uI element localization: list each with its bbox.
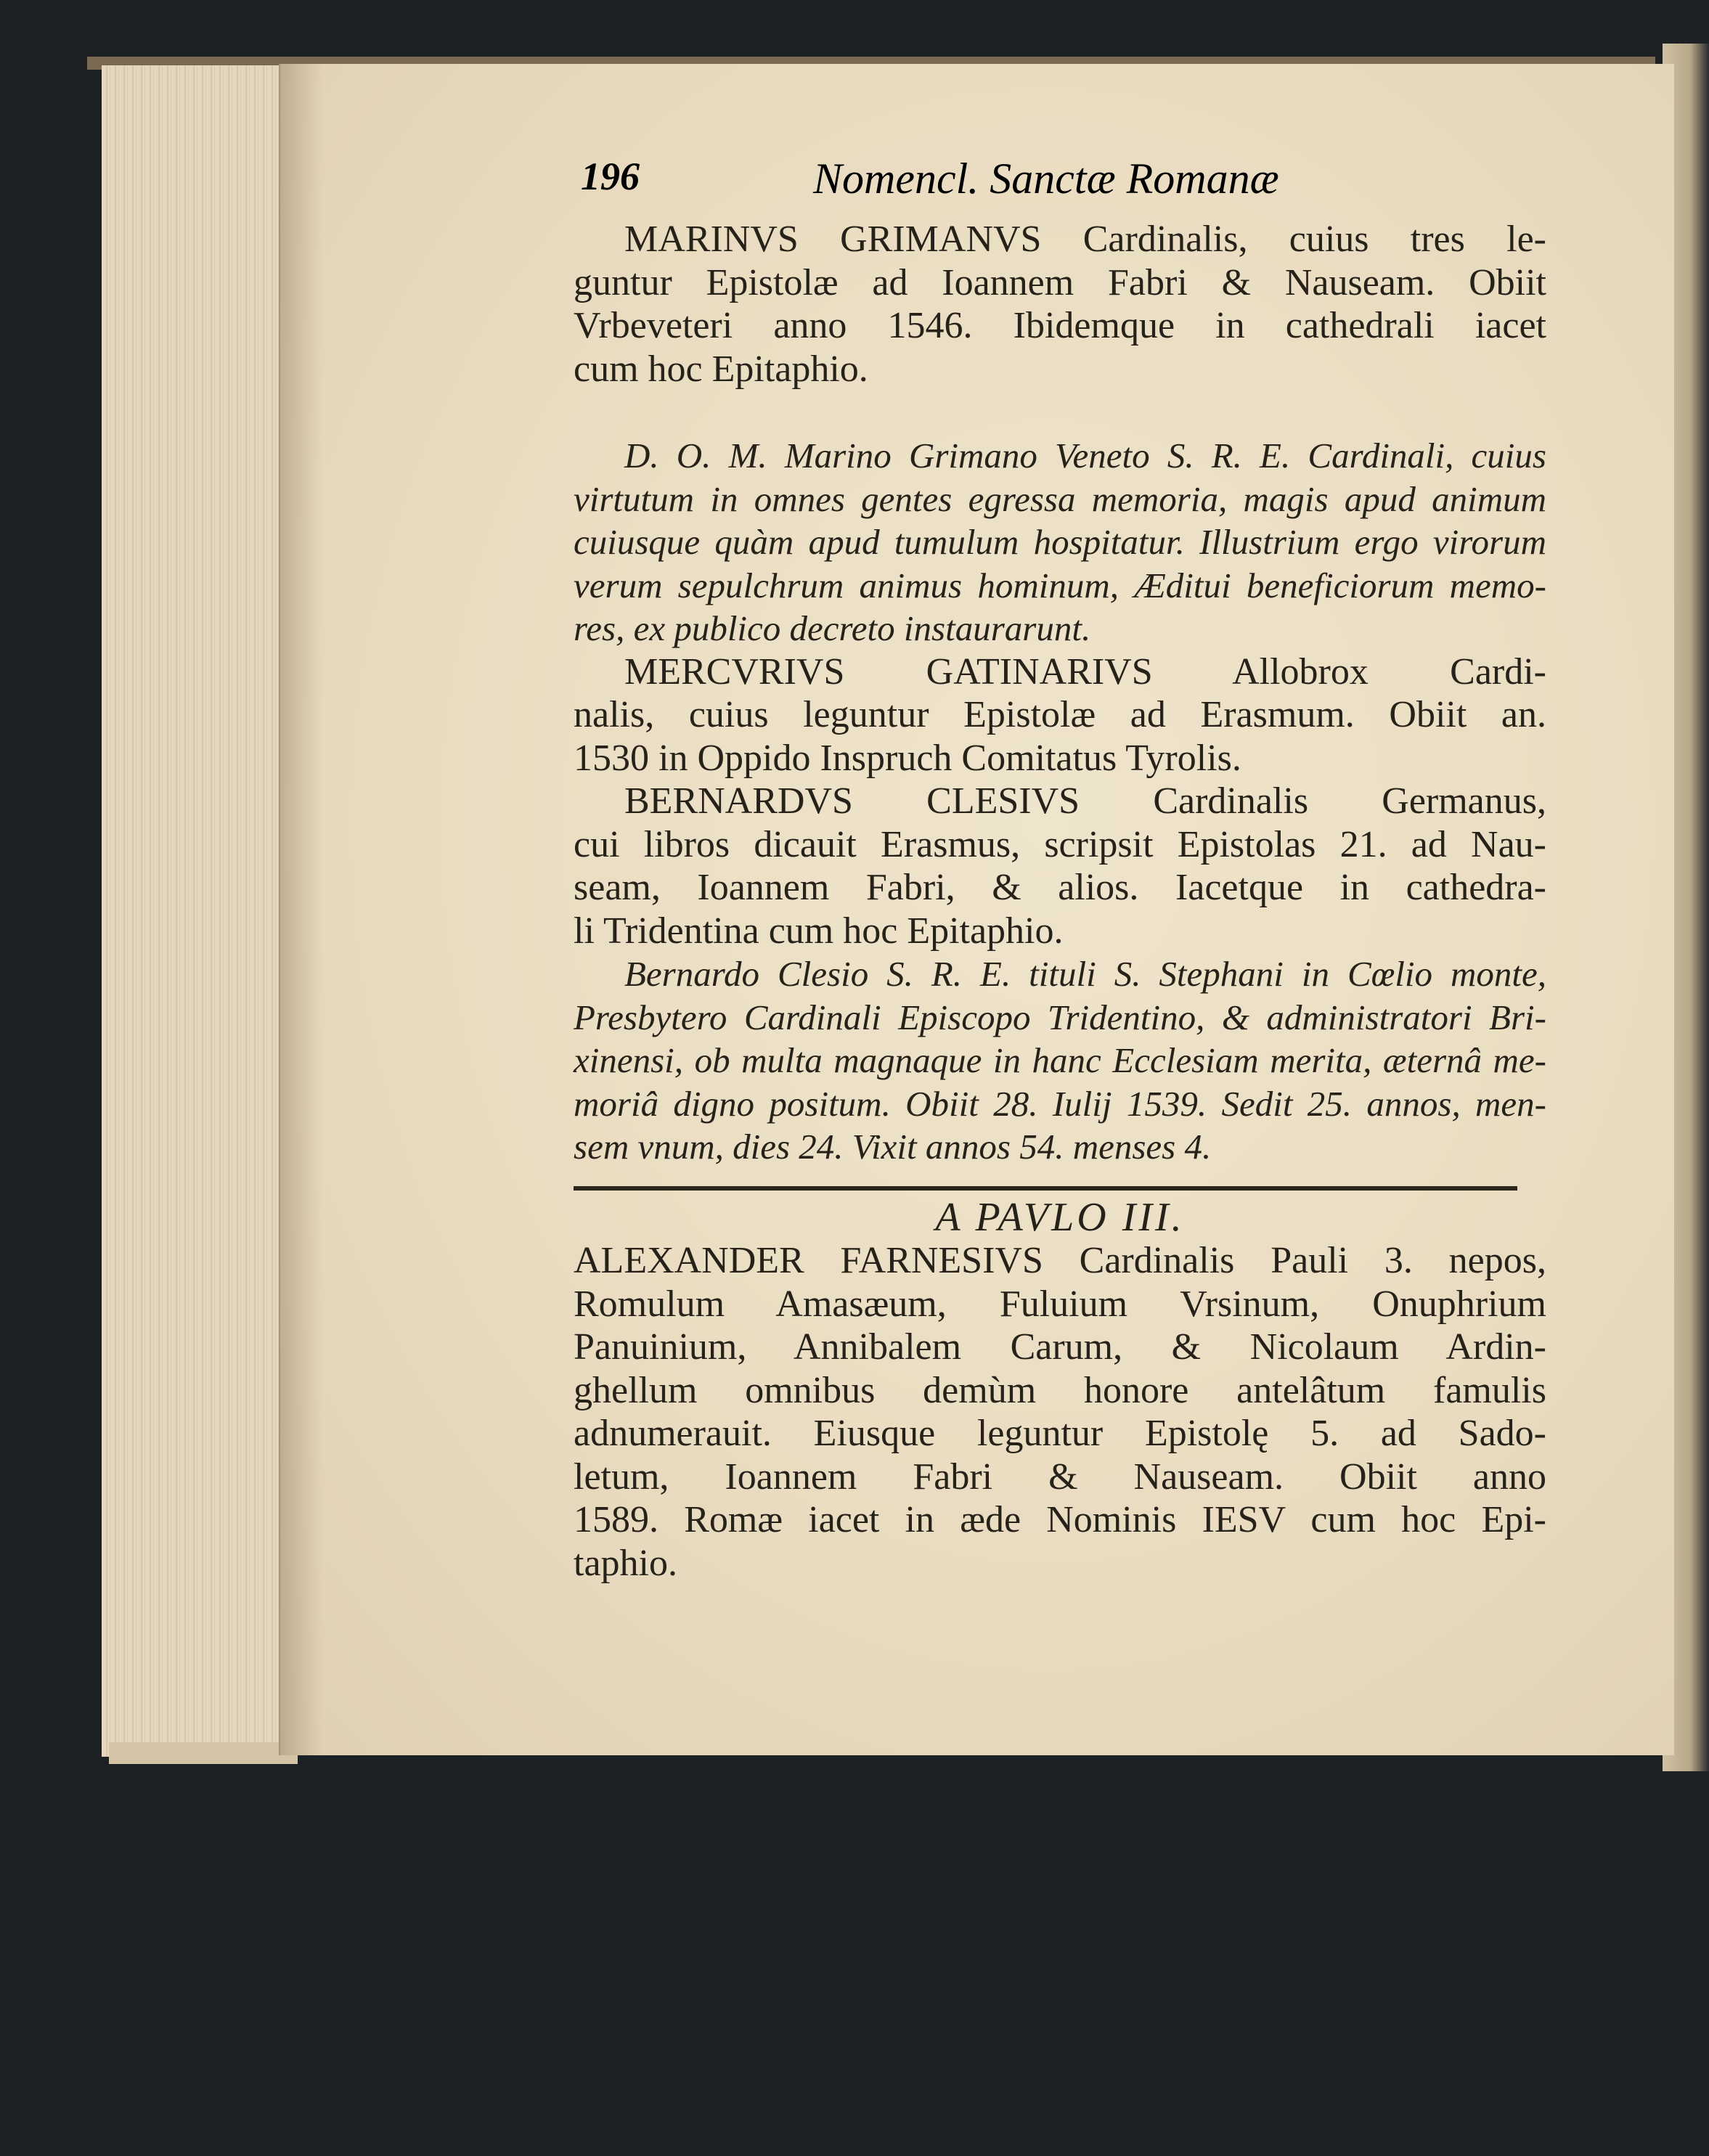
entry-clesius xyxy=(574,780,1546,952)
text-line: ghellum omnibus demùm honore antelâtum famulis xyxy=(574,1369,1546,1411)
text-line: MERCVRIVS GATINARIVS Allobrox Cardi- xyxy=(624,650,1546,693)
page-stack-edges xyxy=(102,65,285,1757)
text-line: Presbytero Cardinali Episcopo Tridentino, & administratori Bri- xyxy=(574,997,1546,1037)
text-line: nalis, cuius leguntur Epistolæ ad Erasmum. Obiit an. xyxy=(574,694,1546,735)
gutter-shadow xyxy=(279,64,322,1755)
text-line: D. O. M. Marino Grimano Veneto S. R. E. Cardinali, cuius xyxy=(624,436,1546,475)
text-line: 1589. Romæ iacet in æde Nominis IESV cum hoc Epi- xyxy=(574,1499,1546,1540)
text-line: verum sepulchrum animus hominum, Æditui beneficiorum memo- xyxy=(574,565,1546,605)
running-head: Nomencl. Sanctæ Romanæ xyxy=(813,155,1279,203)
section-heading: A PAVLO III. xyxy=(935,1194,1185,1240)
section-rule xyxy=(574,1186,1517,1191)
text-line: Panuinium, Annibalem Carum, & Nicolaum Ardin- xyxy=(574,1326,1546,1368)
text-line: virtutum in omnes gentes egressa memoria, magis apud animum xyxy=(574,478,1546,519)
text-line: sem vnum, dies 24. Vixit annos 54. menses 4. xyxy=(574,1127,1212,1167)
text-line: res, ex publico decreto instaurarunt. xyxy=(574,608,1091,648)
text-line: cum hoc Epitaphio. xyxy=(574,348,868,390)
text-line: moriâ digno positum. Obiit 28. Iulij 1539. Sedit 25. annos, men- xyxy=(574,1083,1546,1124)
text-line: Vrbeveteri anno 1546. Ibidemque in cathedrali iacet xyxy=(574,305,1546,346)
page-stack-bottom xyxy=(109,1742,298,1764)
text-line: ALEXANDER FARNESIVS Cardinalis Pauli 3. nepos, xyxy=(574,1240,1546,1281)
text-line: MARINVS GRIMANVS Cardinalis, cuius tres le- xyxy=(624,219,1546,260)
text-line: li Tridentina cum hoc Epitaphio. xyxy=(574,910,1064,952)
text-line: xinensi, ob multa magnaque in hanc Ecclesiam merita, æternâ me- xyxy=(574,1040,1546,1080)
text-line: 1530 in Oppido Inspruch Comitatus Tyrolis. xyxy=(574,737,1241,779)
text-column xyxy=(574,218,1546,1585)
text-line: BERNARDVS CLESIVS Cardinalis Germanus, xyxy=(624,780,1546,822)
text-line: taphio. xyxy=(574,1542,677,1584)
text-line: guntur Epistolæ ad Ioannem Fabri & Nauseam. Obiit xyxy=(574,261,1546,303)
text-line: letum, Ioannem Fabri & Nauseam. Obiit anno xyxy=(574,1455,1546,1498)
text-line: Bernardo Clesio S. R. E. tituli S. Stephani in Cœlio monte, xyxy=(624,954,1546,994)
epitaph-grimanus xyxy=(574,434,1546,650)
text-line: adnumerauit. Eiusque leguntur Epistolę 5. ad Sado- xyxy=(574,1413,1546,1454)
entry-gatinarius xyxy=(574,650,1546,780)
text-line: Romulum Amasæum, Fuluium Vrsinum, Onuphrium xyxy=(574,1283,1546,1325)
epitaph-clesius xyxy=(574,952,1546,1169)
entry-farnesius xyxy=(574,1239,1546,1585)
page-header xyxy=(581,154,1350,205)
text-line: cuiusque quàm apud tumulum hospitatur. Illustrium ergo virorum xyxy=(574,522,1546,562)
text-line: cui libros dicauit Erasmus, scripsit Epistolas 21. ad Nau- xyxy=(574,823,1546,865)
page-number: 196 xyxy=(581,155,640,198)
entry-grimanus xyxy=(574,218,1546,391)
text-line: seam, Ioannem Fabri, & alios. Iacetque in cathedra- xyxy=(574,867,1546,908)
